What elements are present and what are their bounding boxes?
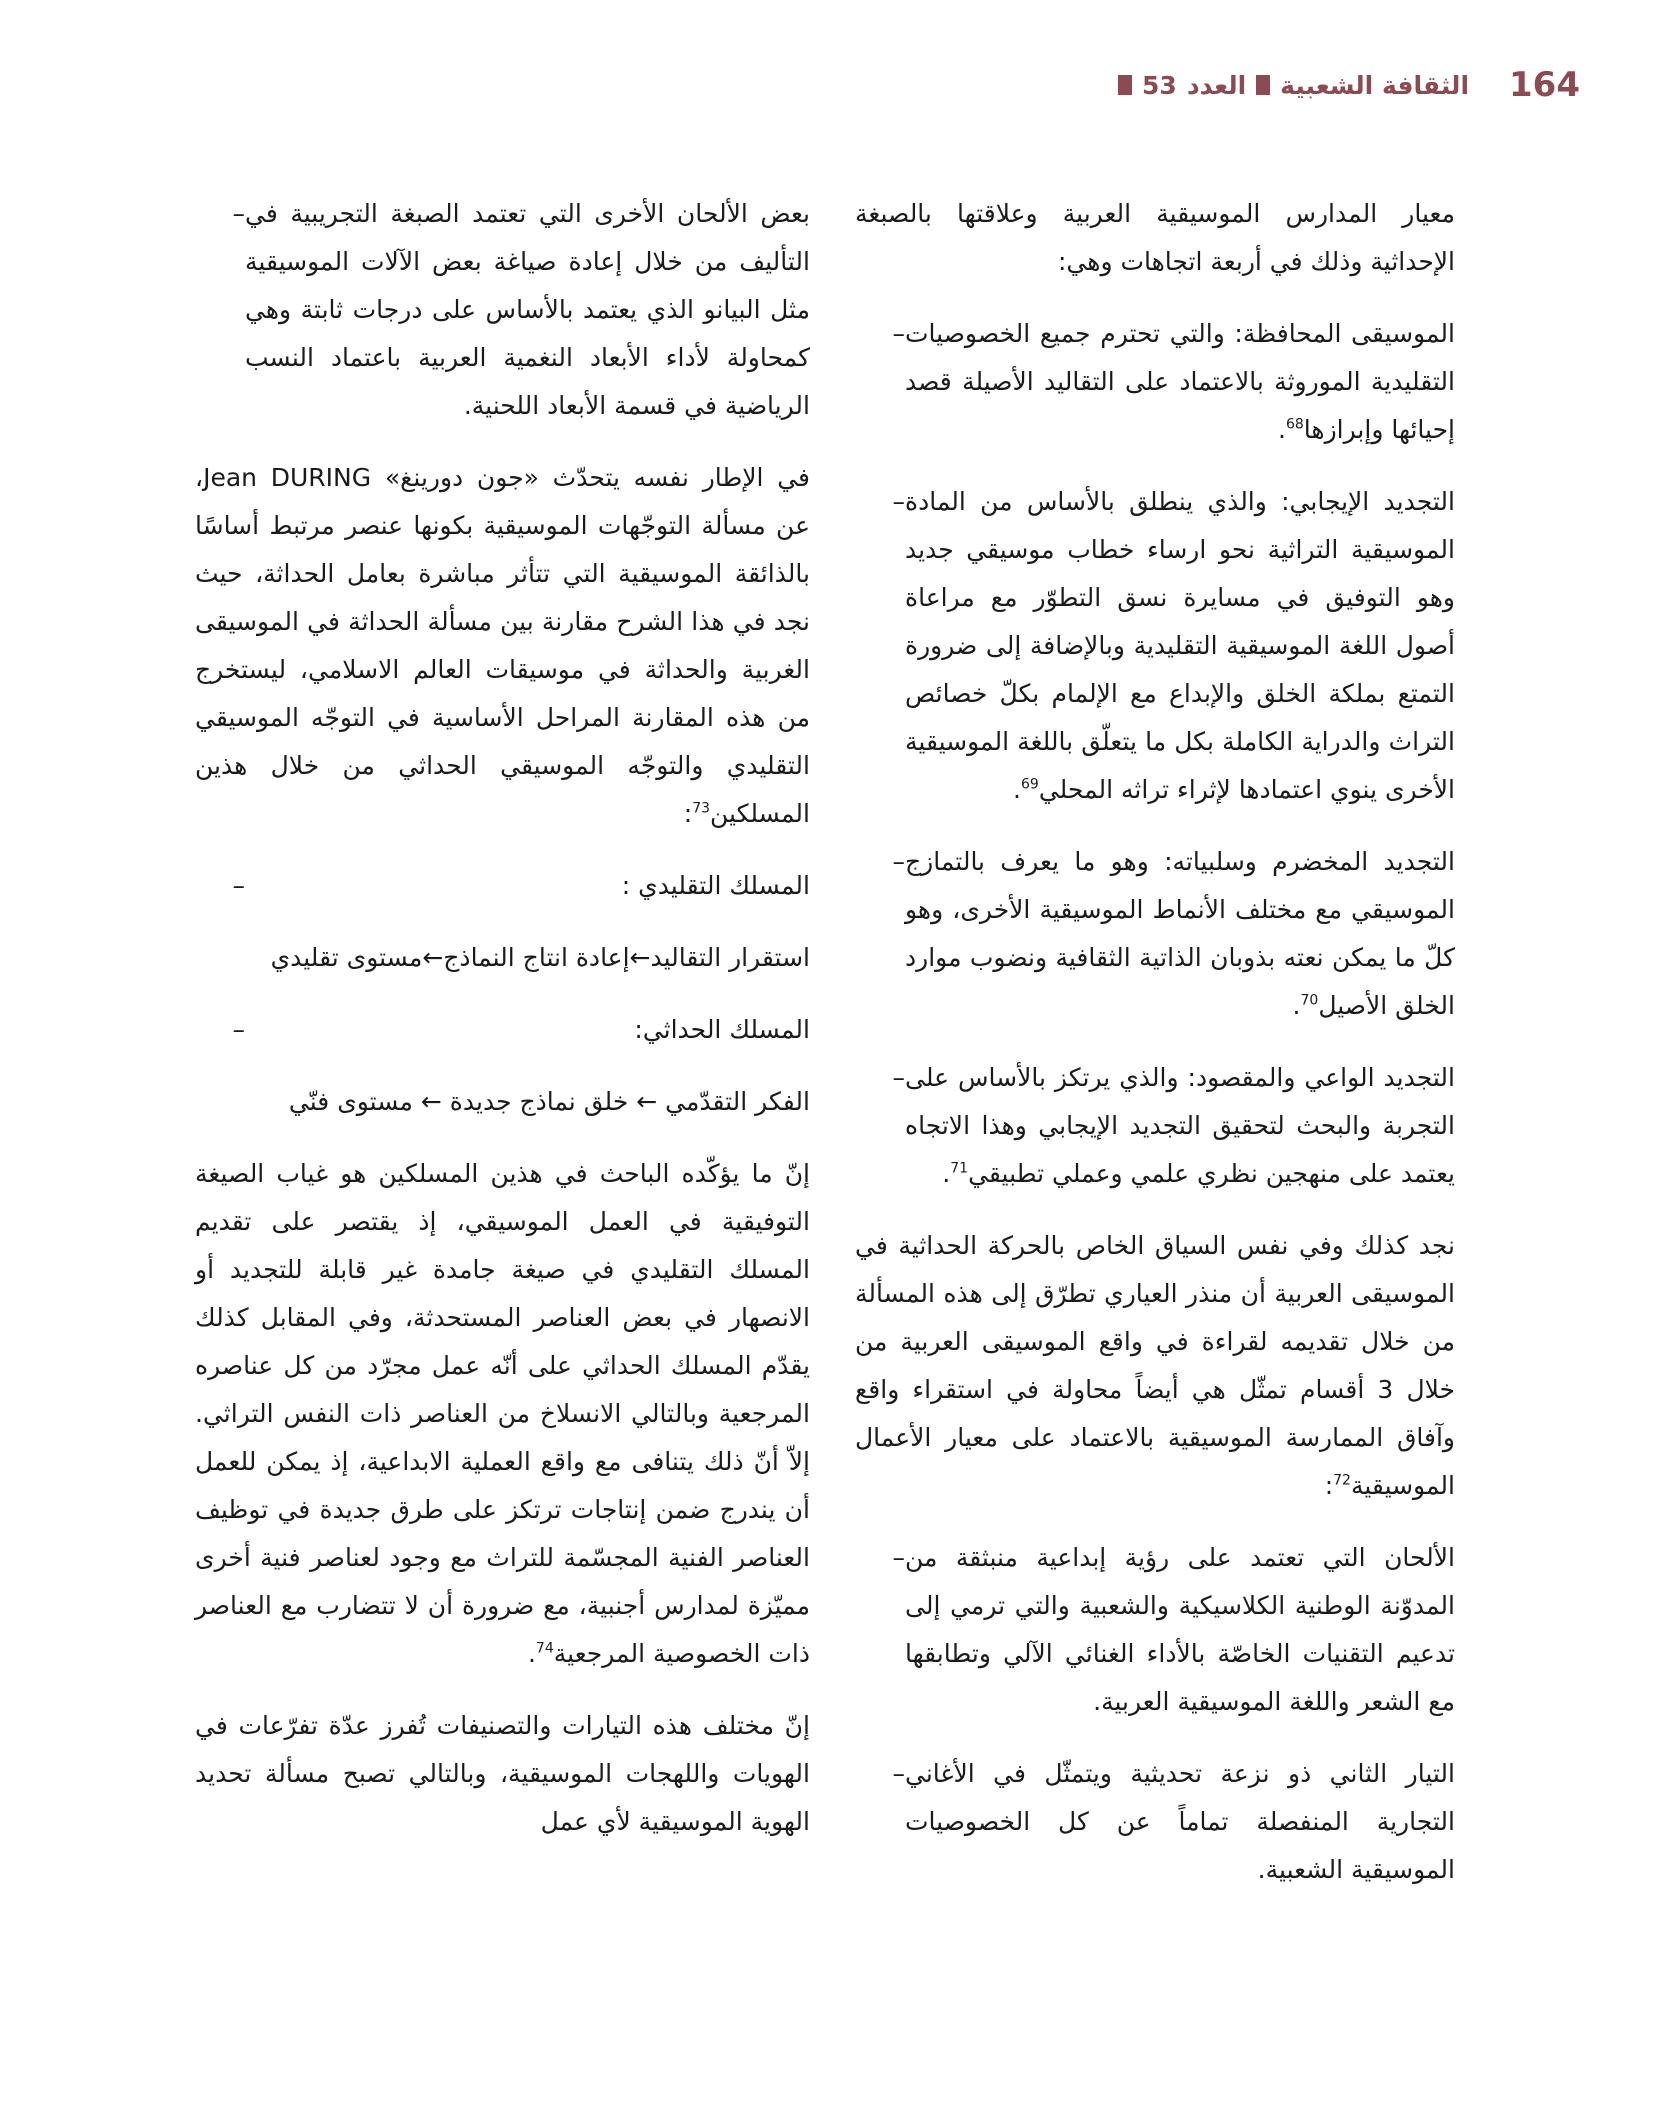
page-header (200, 60, 1580, 110)
footnote-ref: 68 (1285, 416, 1304, 433)
header-separator (1256, 75, 1270, 95)
dash-marker: – (892, 847, 905, 876)
right-column (855, 190, 1455, 1918)
footnote-ref: 73 (692, 800, 711, 817)
footnote-ref: 70 (1300, 992, 1319, 1009)
dash-marker: – (232, 1015, 245, 1044)
list-item-text: التجديد الإيجابي: والذي ينطلق بالأساس من المادة الموسيقية التراثية نحو ارساء خطاب موسيقي جديد وهو التوفيق في مسايرة نسق التطوّر مع مراعاة أصول اللغة الموسيقية التقليدية وبالإضافة إلى ضرورة التمتع بملكة الخلق والإبداع مع الإلمام بكلّ خصائص التراث والدراية الكاملة بكل ما يتعلّق باللغة الموسيقية الأخرى ينوي اعتمادها لإثراء تراثه المحلي (905, 487, 1455, 804)
list-item (195, 190, 810, 430)
body-paragraph: في الإطار نفسه يتحدّث «جون دورينغ» Jean DURING، عن مسألة التوجّهات الموسيقية بكونها عنصر مرتبط أساسًا بالذائقة الموسيقية التي تتأثر مباشرة بعامل الحداثة، حيث نجد في هذا الشرح مقارنة بين مسألة الحداثة في الموسيقى الغربية والحداثة في موسيقات العالم الاسلامي، ليستخرج من هذه المقارنة المراحل الأساسية في التوجّه الموسيقي التقليدي والتوجّه الموسيقي الحداثي من خلال هذين المسلكين$^{73}$: (195, 463, 811, 828)
list-item: الموسيقى المحافظة: والتي تحترم جميع الخصوصيات التقليدية الموروثة بالاعتماد على التقاليد الأصيلة قصد إحيائها وإبرازها$^{68}$. – (855, 310, 1455, 454)
list-item: التجديد الإيجابي: والذي ينطلق بالأساس من المادة الموسيقية التراثية نحو ارساء خطاب موسيقي جديد وهو التوفيق في مسايرة نسق التطوّر مع مراعاة أصول اللغة الموسيقية التقليدية وبالإضافة إلى ضرورة التمتع بملكة الخلق والإبداع مع الإلمام بكلّ خصائص التراث والدراية الكاملة بكل ما يتعلّق باللغة الموسيقية الأخرى ينوي اعتمادها لإثراء تراثه المحلي$^{69}$. – (855, 478, 1455, 814)
running-title (1118, 71, 1469, 100)
dash-marker: – (892, 1543, 905, 1572)
list-item-text: التيار الثاني ذو نزعة تحديثية ويتمثّل في الأغاني التجارية المنفصلة تماماً عن كل الخصوصيات الموسيقية الشعبية. (905, 1759, 1455, 1884)
intro-paragraph: معيار المدارس الموسيقية العربية وعلاقتها بالصبغة الإحداثية وذلك في أربعة اتجاهات وهي: (855, 199, 1455, 276)
dash-marker: – (892, 1759, 905, 1788)
traditional-path-chain: استقرار التقاليد←إعادة انتاج النماذج←مستوى تقليدي (270, 943, 810, 972)
list-item-text: الموسيقى المحافظة: والتي تحترم جميع الخصوصيات التقليدية الموروثة بالاعتماد على التقاليد الأصيلة قصد إحيائها وإبرازها (905, 319, 1455, 444)
dash-marker: – (232, 199, 245, 228)
modern-path-chain: الفكر التقدّمي ← خلق نماذج جديدة ← مستوى فنّي (288, 1087, 810, 1116)
list-item-text: التجديد الواعي والمقصود: والذي يرتكز بالأساس على التجربة والبحث لتحقيق التجديد الإيجابي وهذا الاتجاه يعتمد على منهجين نظري علمي وعملي تطبيقي (905, 1063, 1455, 1188)
dash-marker: – (892, 1063, 905, 1092)
magazine-title: الثقافة الشعبية (1280, 70, 1470, 100)
body-paragraph: إنّ ما يؤكّده الباحث في هذين المسلكين هو غياب الصيغة التوفيقية في العمل الموسيقي، إذ يقتصر على تقديم المسلك التقليدي في صيغة جامدة غير قابلة للتجديد أو الانصهار في بعض العناصر المستحدثة، وفي المقابل كذلك يقدّم المسلك الحداثي على أنّه عمل مجرّد من كل عناصره المرجعية وبالتالي الانسلاخ من العناصر ذات النفس التراثي. إلاّ أنّ ذلك يتنافى مع واقع العملية الابداعية، إذ يمكن للعمل أن يندرج ضمن إنتاجات ترتكز على طرق جديدة في توظيف العناصر الفنية المجسّمة للتراث مع وجود لعناصر فنية أخرى مميّزة لمدارس أجنبية، مع ضرورة أن لا تتضارب مع العناصر ذات الخصوصية المرجعية$^{74}$. (195, 1159, 810, 1668)
dash-marker: – (892, 487, 905, 516)
footnote-ref: 74 (535, 1640, 554, 1657)
dash-marker: – (892, 319, 905, 348)
list-item: التجديد المخضرم وسلبياته: وهو ما يعرف بالتمازج الموسيقي مع مختلف الأنماط الموسيقية الأخرى، وهو كلّ ما يمكن نعته بذوبان الذاتية الثقافية ونضوب موارد الخلق الأصيل$^{70}$. – (855, 838, 1455, 1030)
list-item: التجديد الواعي والمقصود: والذي يرتكز بالأساس على التجربة والبحث لتحقيق التجديد الإيجابي وهذا الاتجاه يعتمد على منهجين نظري علمي وعملي تطبيقي$^{71}$. – (855, 1054, 1455, 1198)
body-paragraph: نجد كذلك وفي نفس السياق الخاص بالحركة الحداثية في الموسيقى العربية أن منذر العياري تطرّق إلى هذه المسألة من خلال تقديمه لقراءة في واقع الموسيقى العربية من خلال 3 أقسام تمثّل هي أيضاً محاولة في استقراء واقع وآفاق الممارسة الموسيقية بالاعتماد على معيار الأعمال الموسيقية$^{72}$: (855, 1231, 1456, 1500)
dash-marker: – (232, 871, 245, 900)
list-item (855, 1534, 1455, 1726)
issue-label: العدد (1186, 70, 1247, 100)
issue-number: 53 (1142, 70, 1177, 100)
left-column (195, 190, 810, 1870)
list-item (195, 1006, 810, 1054)
list-item-text: المسلك التقليدي : (621, 871, 810, 900)
list-item (855, 1750, 1455, 1894)
footnote-ref: 71 (950, 1160, 969, 1177)
footnote-ref: 72 (1333, 1472, 1351, 1489)
list-item-text: بعض الألحان الأخرى التي تعتمد الصبغة التجريبية في التأليف من خلال إعادة صياغة بعض الآلات الموسيقية مثل البيانو الذي يعتمد بالأساس على درجات ثابتة وهي كمحاولة لأداء الأبعاد النغمية العربية باعتماد النسب الرياضية في قسمة الأبعاد اللحنية. (245, 199, 810, 420)
list-item-text: المسلك الحداثي: (634, 1015, 810, 1044)
body-paragraph: إنّ مختلف هذه التيارات والتصنيفات تُفرز عدّة تفرّعات في الهويات واللهجات الموسيقية، وبالتالي تصبح مسألة تحديد الهوية الموسيقية لأي عمل (195, 1711, 810, 1836)
header-separator (1118, 75, 1132, 95)
list-item (195, 862, 810, 910)
list-item-text: الألحان التي تعتمد على رؤية إبداعية منبثقة من المدوّنة الوطنية الكلاسيكية والشعبية والتي ترمي إلى تدعيم التقنيات الخاصّة بالأداء الغنائي الآلي وتطابقها مع الشعر واللغة الموسيقية العربية. (905, 1543, 1455, 1716)
list-item-text: التجديد المخضرم وسلبياته: وهو ما يعرف بالتمازج الموسيقي مع مختلف الأنماط الموسيقية الأخرى، وهو كلّ ما يمكن نعته بذوبان الذاتية الثقافية ونضوب موارد الخلق الأصيل (905, 847, 1455, 1020)
footnote-ref: 69 (1020, 776, 1039, 793)
page-number: 164 (1509, 65, 1580, 105)
